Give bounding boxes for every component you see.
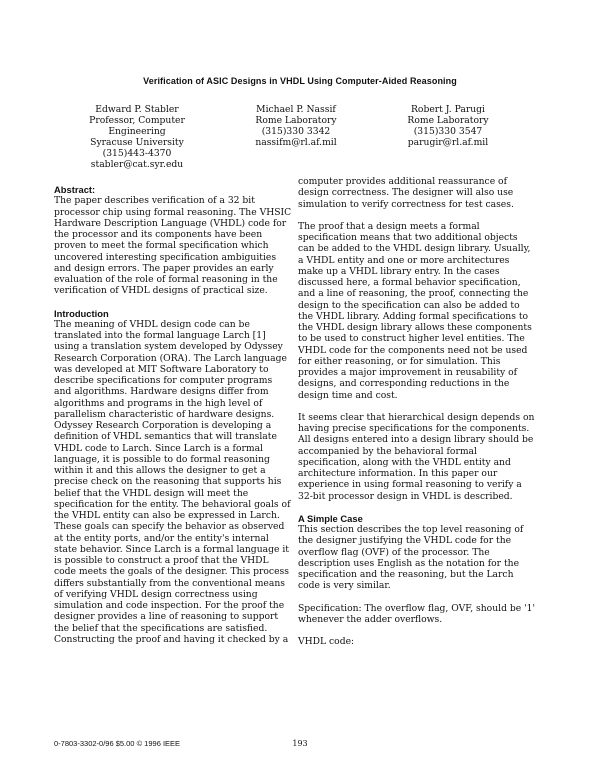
author-parugi bbox=[388, 104, 508, 148]
introduction-heading: Introduction bbox=[54, 307, 109, 319]
introduction-text: The meaning of VHDL design code can be translated into the formal language Larch [1] using a translation system developed by Odyssey Research Corporation (ORA). The Larch language was developed at MIT Software Laboratory to describe specifications for computer programs and algorithms. Hardware designs differ from algorithms and programs in the high level of parallelism characteristic of hardware designs. Odyssey Research Corporation is developing a definition of VHDL semantics that will translate VHDL code to Larch. Since Larch is a formal language, it is possible to do formal reasoning within it and this allows the designer to get a precise check on the reasoning that supports his belief that the VHDL design will meet the specification for the entity. The behavioral goals of the VHDL entity can also be expressed in Larch. These goals can specify the behavior as observed at the entity ports, and/or the entity's internal state behavior. Since Larch is a formal language it is possible to construct a proof that the VHDL code meets the goals of the designer. This process differs substantially from the conventional means of verifying VHDL design correctness using simulation and code inspection. For the proof the designer provides a line of reasoning to support the belief that the specifications are satisfied. Constructing the proof and having it checked by a bbox=[54, 318, 291, 645]
author-line: Professor, Computer bbox=[89, 115, 185, 126]
author-line: Michael P. Nassif bbox=[256, 104, 336, 115]
author-line: parugir@rl.af.mil bbox=[407, 137, 489, 148]
specification-paragraph: Specification: The overflow flag, OVF, should be '1' whenever the adder overflows. bbox=[298, 602, 536, 625]
hierarchical-design-paragraph: It seems clear that hierarchical design depends on having precise specifications for the components. All designs entered into a design library should be accompanied by the behavioral formal specification, along with the VHDL entity and architecture information. In this paper our experience in using formal reasoning to verify a 32-bit processor design in VHDL is described. bbox=[298, 411, 535, 502]
abstract-heading: Abstract: bbox=[54, 184, 96, 195]
author-line: (315)330 3547 bbox=[413, 126, 483, 137]
author-line: stabler@cat.syr.edu bbox=[90, 159, 184, 170]
author-line: Rome Laboratory bbox=[407, 115, 489, 126]
left-column bbox=[54, 184, 292, 645]
simple-case-heading: A Simple Case bbox=[298, 512, 363, 524]
right-column bbox=[298, 176, 536, 647]
paper-title: Verification of ASIC Designs in VHDL Using Computer-Aided Reasoning bbox=[143, 76, 457, 86]
author-nassif bbox=[236, 104, 356, 148]
author-line: Syracuse University bbox=[90, 137, 184, 148]
formal-proof-paragraph: The proof that a design meets a formal specification means that two additional objects can be added to the VHDL design library. Usually, a VHDL entity and one or more architectures make up a VHDL library entry. In the cases discussed here, a formal behavior specification, and a line of reasoning, the proof, connecting the design to the specification can also be added to the VHDL library. Adding formal specifications to the VHDL design library allows these components to be used to construct higher level entities. The VHDL code for the components need not be used for either reasoning, or for simulation. This provides a major improvement in reusability of designs, and corresponding reductions in the design time and cost. bbox=[298, 220, 532, 401]
author-line: Rome Laboratory bbox=[255, 115, 337, 126]
vhdl-code-label: VHDL code: bbox=[298, 636, 355, 647]
author-line: (315)330 3342 bbox=[261, 126, 331, 137]
author-line: Robert J. Parugi bbox=[411, 104, 485, 115]
page-number: 193 bbox=[292, 739, 308, 748]
author-line: Engineering bbox=[108, 126, 166, 137]
abstract-text: The paper describes verification of a 32 bit processor chip using formal reasoning. The VHSIC Hardware Description Language (VHDL) code for the processor and its components have been proven to meet the formal specification which uncovered interesting specification ambiguities and design errors. The paper provides an early evaluation of the role of formal reasoning in the verification of VHDL designs of practical size. bbox=[54, 195, 292, 297]
continuation-paragraph: computer provides additional reassurance of design correctness. The designer will also use simulation to verify correctness for test cases. bbox=[298, 176, 514, 210]
footer-identifier: 0-7803-3302-0/96 $5.00 © 1996 IEEE bbox=[54, 739, 181, 748]
author-line: (315)443-4370 bbox=[102, 148, 172, 159]
author-stabler bbox=[72, 104, 202, 170]
author-line: nassifm@rl.af.mil bbox=[255, 137, 337, 148]
author-line: Edward P. Stabler bbox=[95, 104, 179, 115]
simple-case-paragraph: This section describes the top level reasoning of the designer justifying the VHDL code for the overflow flag (OVF) of the processor. The description uses English as the notation for the specification and the reasoning, but the Larch code is very similar. bbox=[298, 524, 524, 592]
